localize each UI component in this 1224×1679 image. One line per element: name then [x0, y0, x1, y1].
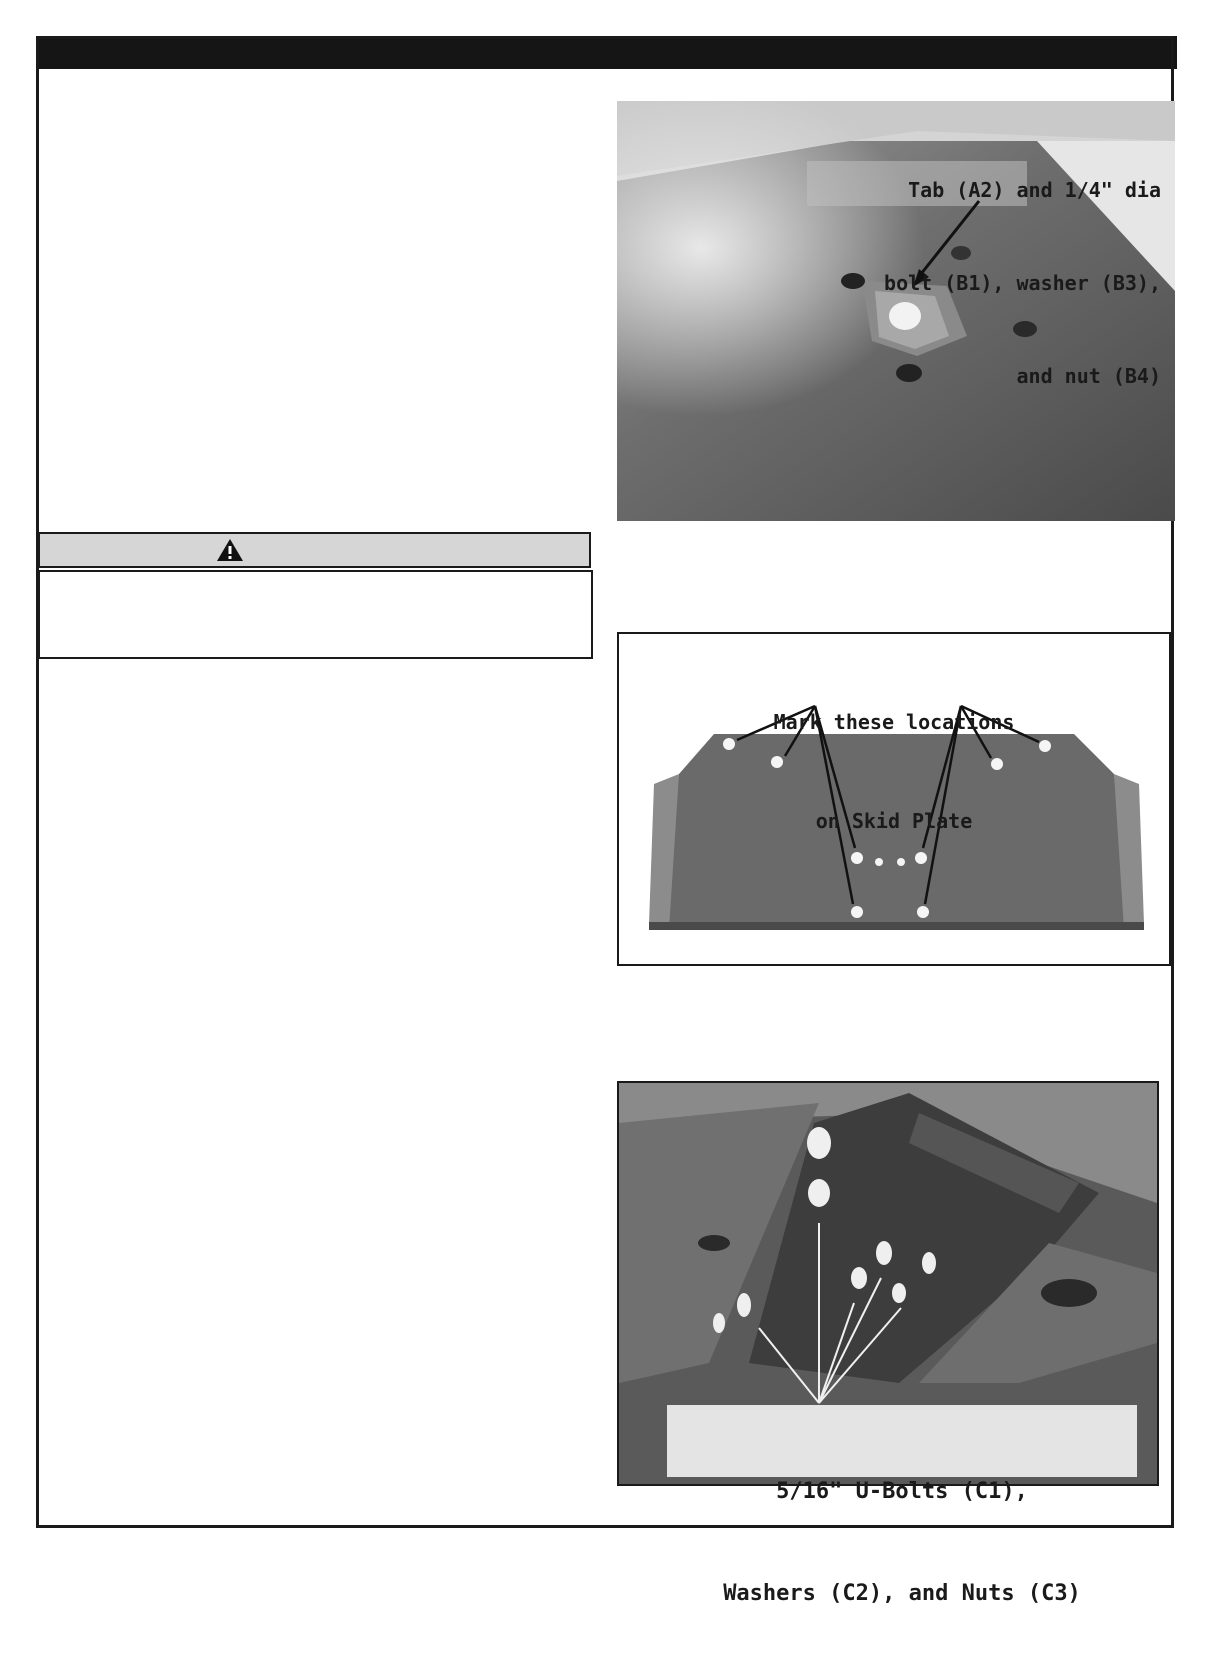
photo-tab-bolt: [617, 101, 1175, 521]
warning-header: [38, 532, 591, 568]
label-line: Washers (C2), and Nuts (C3): [723, 1581, 1081, 1606]
label-line: and nut (B4): [1016, 364, 1161, 388]
warning-triangle-icon: [216, 538, 244, 566]
label-line: on Skid Plate: [815, 809, 973, 833]
photo-tab-bolt-label: [884, 113, 1161, 454]
photo-skid-plate-marks: [617, 632, 1171, 966]
label-line: Mark these locations: [773, 710, 1015, 734]
label-line: Tab (A2) and 1/4" dia: [908, 178, 1161, 202]
label-line: 5/16" U-Bolts (C1),: [776, 1479, 1028, 1504]
photo-u-bolts: [617, 1081, 1159, 1606]
photo-u-bolts-label: [667, 1407, 1137, 1679]
label-line: bolt (B1), washer (B3),: [884, 271, 1161, 295]
photo-skid-plate-label: [619, 640, 1169, 904]
warning-body: [38, 570, 593, 659]
